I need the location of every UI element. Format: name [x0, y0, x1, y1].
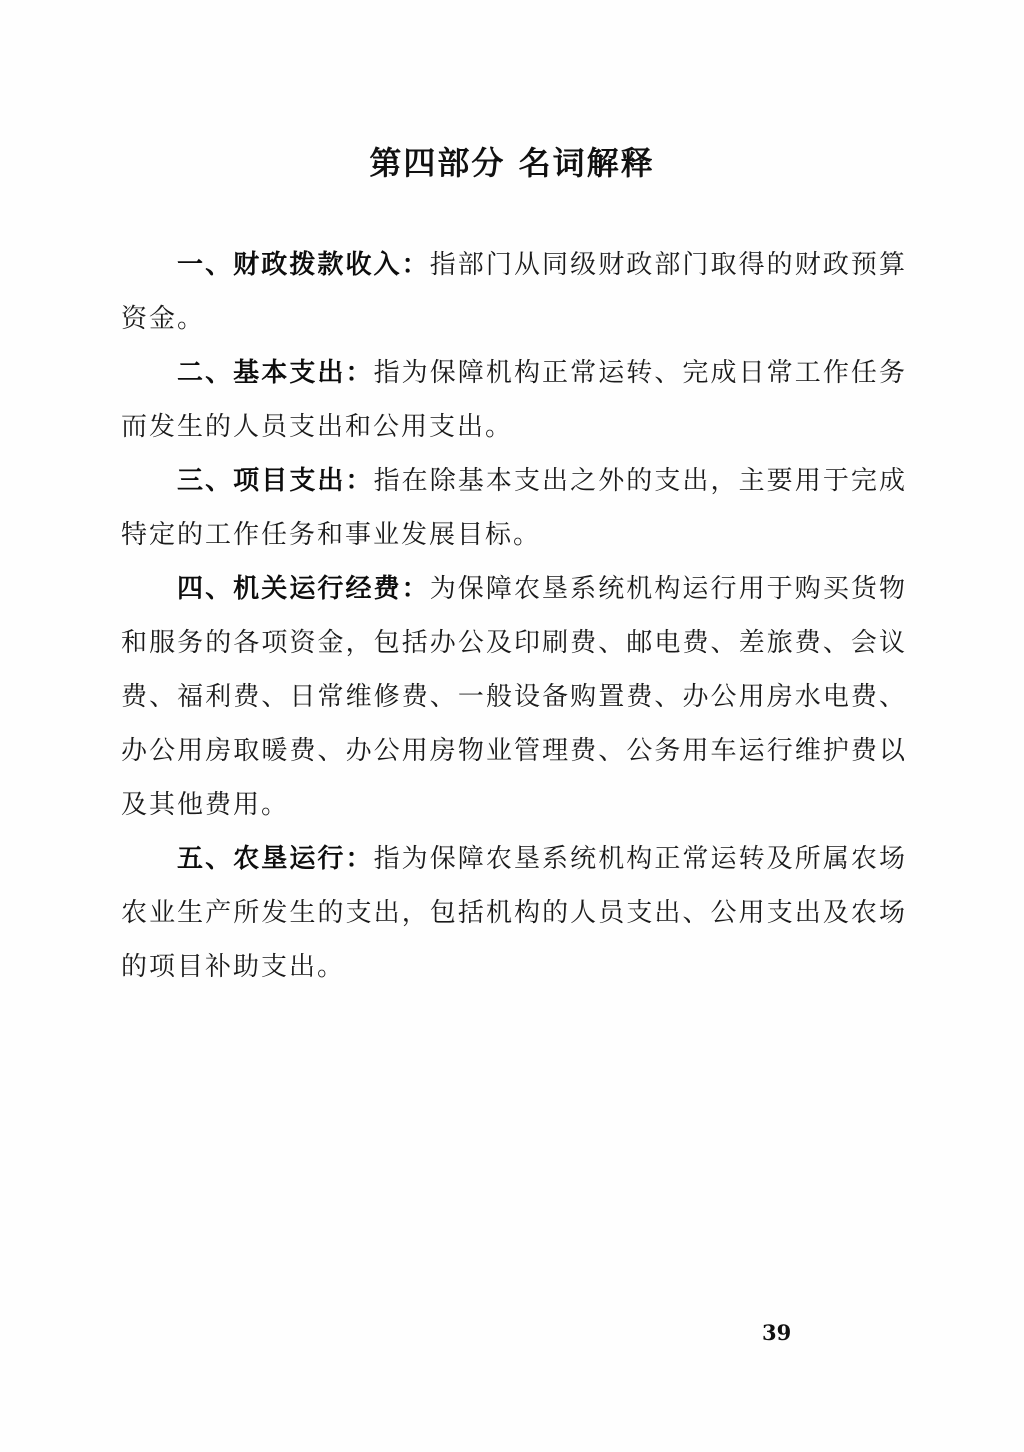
- term-label-1: 一、财政拨款收入：: [177, 250, 430, 280]
- page-title: 第四部分 名词解释: [369, 144, 655, 182]
- term-definition-1: 指部门从同级财政部门取得的财政预算资金。: [121, 250, 907, 334]
- document-body: [121, 238, 907, 994]
- term-label-5: 五、农垦运行：: [177, 844, 374, 874]
- term-paragraph-5: [121, 832, 907, 994]
- term-definition-4: 为保障农垦系统机构运行用于购买货物和服务的各项资金，包括办公及印刷费、邮电费、差旅费、会议费、福利费、日常维修费、一般设备购置费、办公用房水电费、办公用房取暖费、办公用房物业管理费、公务用车运行维护费以及其他费用。: [121, 574, 907, 820]
- term-paragraph-3: [121, 454, 907, 562]
- term-label-2: 二、基本支出：: [177, 358, 374, 388]
- term-definition-5: 指为保障农垦系统机构正常运转及所属农场农业生产所发生的支出，包括机构的人员支出、公用支出及农场的项目补助支出。: [121, 844, 907, 982]
- term-paragraph-4: [121, 562, 907, 832]
- term-label-4: 四、机关运行经费：: [177, 574, 430, 604]
- page-number: 39: [762, 1320, 792, 1345]
- term-definition-3: 指在除基本支出之外的支出，主要用于完成特定的工作任务和事业发展目标。: [121, 466, 907, 550]
- term-paragraph-2: [121, 346, 907, 454]
- term-label-3: 三、项目支出：: [177, 466, 374, 496]
- term-paragraph-1: [121, 238, 907, 346]
- term-definition-2: 指为保障机构正常运转、完成日常工作任务而发生的人员支出和公用支出。: [121, 358, 907, 442]
